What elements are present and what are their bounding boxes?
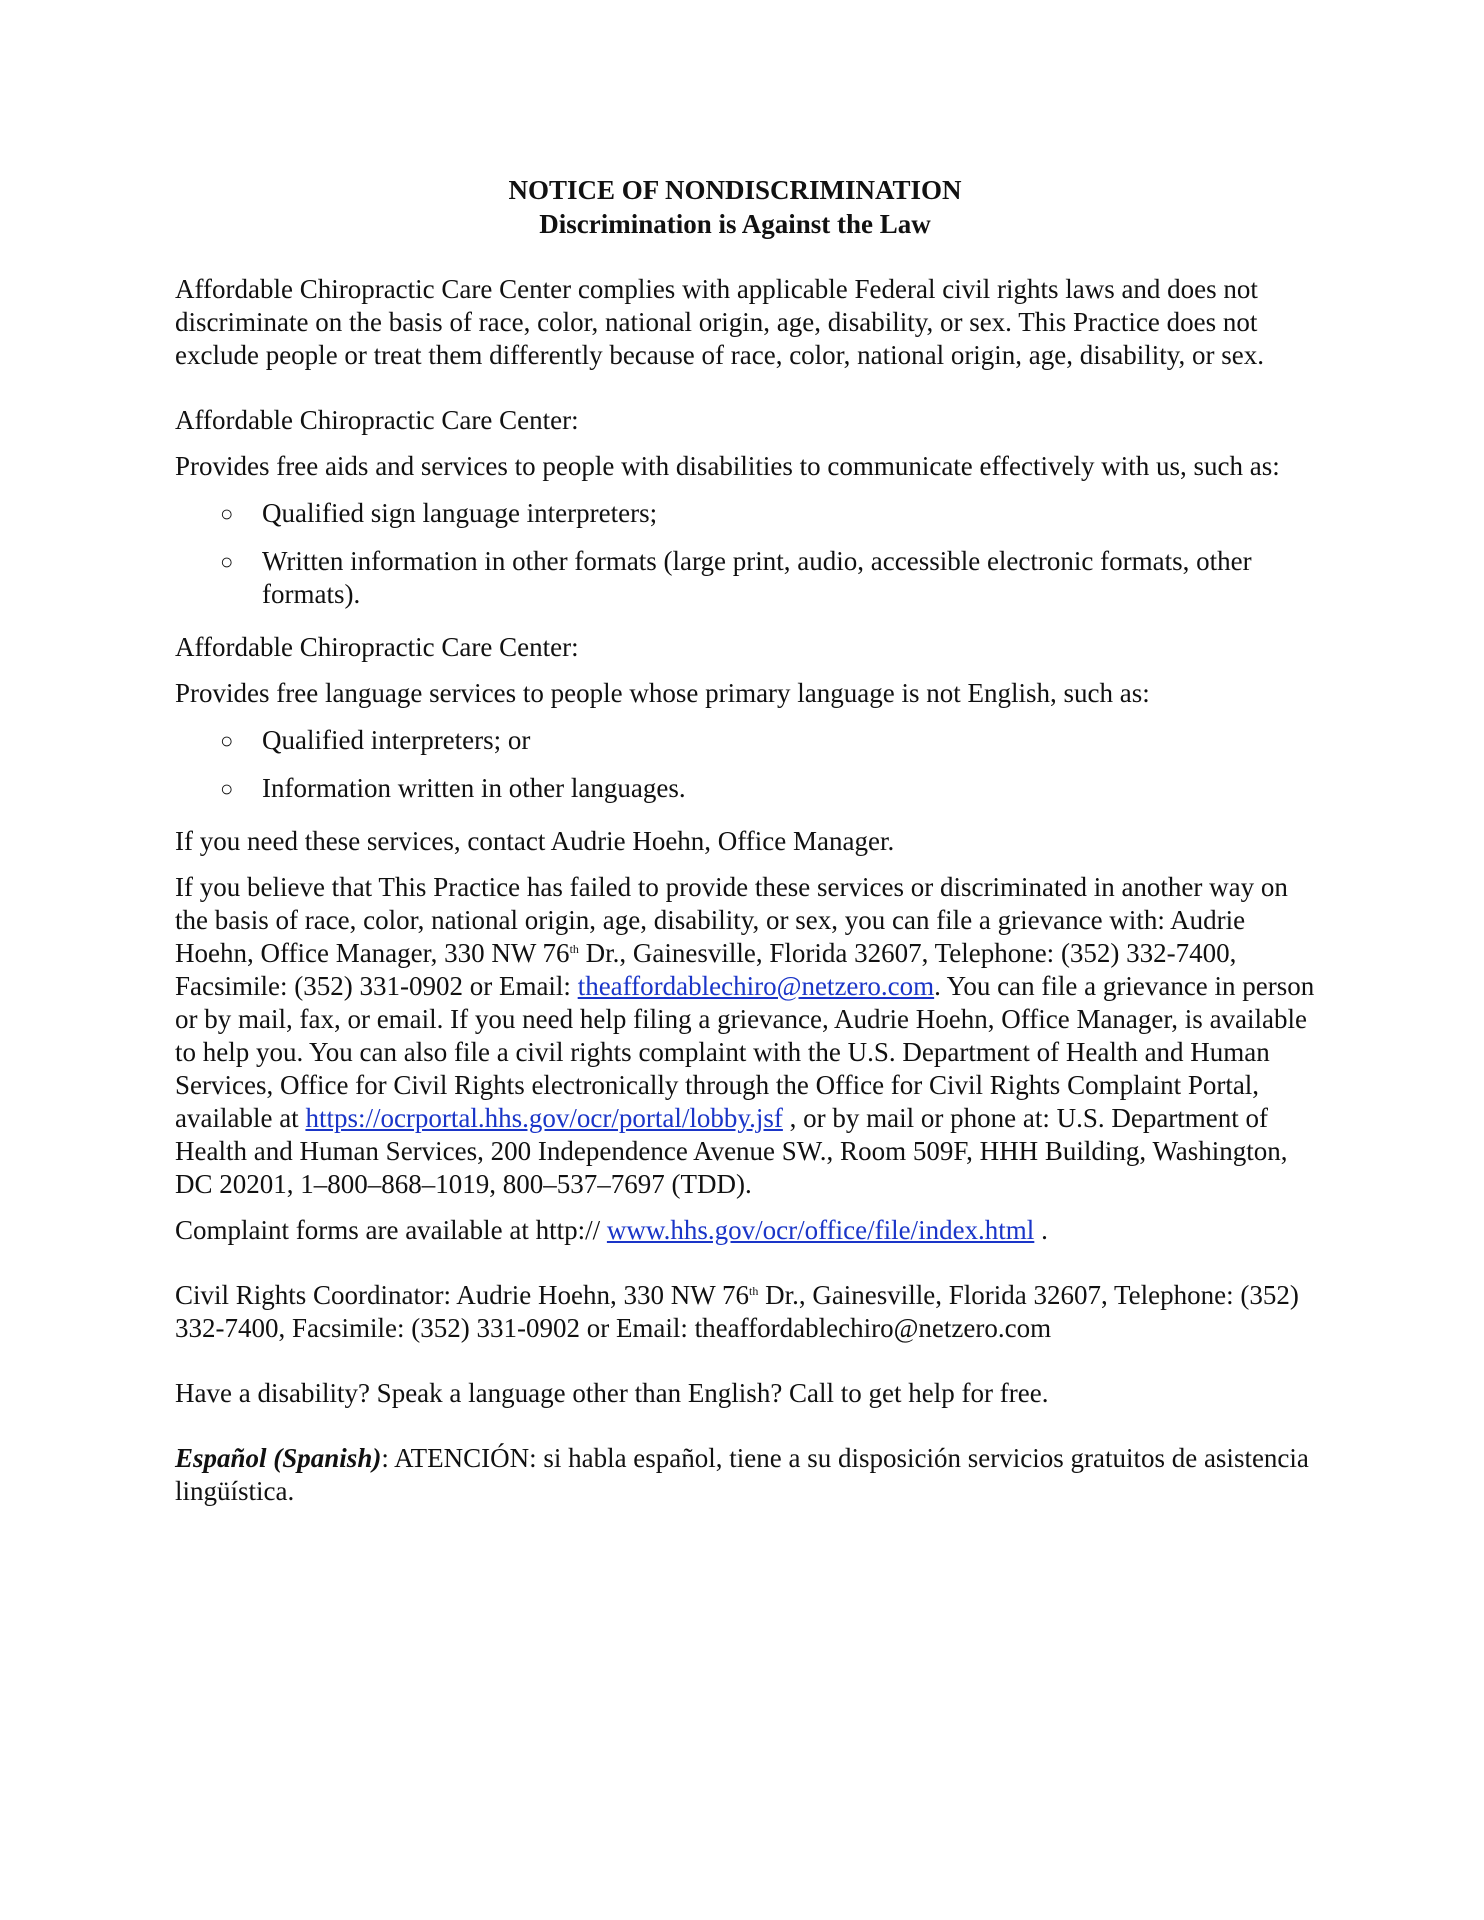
email-link[interactable]: theaffordablechiro@netzero.com (577, 971, 935, 1001)
disability-lead: Provides free aids and services to people with disabilities to communicate effectively with us, such as: (175, 451, 1280, 481)
list-item (175, 772, 1325, 805)
grievance-text-4: , or by mail or phone at: U.S. Department of Health and Human Services, 200 Independence Avenue SW., Room 509F, HHH Building, Washington, DC 20201, 1–800–868–1019, 800–537–7697 (TDD). (175, 1103, 1288, 1199)
circle-bullet-icon: ○ (220, 776, 234, 801)
list-item-text: Information written in other languages. (262, 773, 686, 803)
language-lead: Provides free language services to people whose primary language is not English, such as: (175, 678, 1150, 708)
list-item (175, 724, 1325, 757)
list-item-text: Qualified interpreters; or (262, 725, 531, 755)
complaint-forms-suffix: . (1034, 1215, 1048, 1245)
spanish-text: : ATENCIÓN: si habla español, tiene a su disposición servicios gratuitos de asistencia lingüística. (175, 1443, 1309, 1506)
spanish-label: Español (Spanish) (175, 1443, 382, 1473)
grievance-text-2: Dr., Gainesville, Florida 32607, Telephone: (352) 332-7400, Facsimile: (352) 331-0902 or Email: (175, 938, 1237, 1001)
language-services-list (175, 724, 1325, 805)
coordinator-paragraph (175, 1279, 1325, 1345)
ordinal-suffix: th (748, 1284, 759, 1298)
grievance-text-1: If you believe that This Practice has failed to provide these services or discriminated in another way on the basis of race, color, national origin, age, disability, or sex, you can file a grievance with: Audrie Hoehn, Office Manager, 330 NW 76 (175, 872, 1288, 968)
ordinal-suffix: th (569, 942, 579, 956)
coordinator-text-2: Dr., Gainesville, Florida 32607, Telephone: (352) 332-7400, Facsimile: (352) 331-0902 or Email: theaffordablechiro@netzero.com (175, 1280, 1299, 1343)
list-item-text: Written information in other formats (large print, audio, accessible electronic formats, other formats). (262, 546, 1252, 609)
circle-bullet-icon: ○ (220, 728, 234, 753)
list-item (175, 497, 1325, 530)
notice-subtitle: Discrimination is Against the Law (539, 209, 931, 239)
grievance-paragraph (175, 871, 1325, 1201)
document-page (175, 173, 1325, 1508)
list-item-text: Qualified sign language interpreters; (262, 498, 658, 528)
complaint-forms-prefix: Complaint forms are available at http:// (175, 1215, 607, 1245)
list-item (175, 545, 1325, 611)
notice-title: NOTICE OF NONDISCRIMINATION (508, 175, 962, 205)
grievance-text-3: . You can file a grievance in person or by mail, fax, or email. If you need help filing a grievance, Audrie Hoehn, Office Manager, is available to help you. You can also file a civil rights complaint with the U.S. Department of Health and Human Services, Office for Civil Rights electronically through the Office for Civil Rights Complaint Portal, available at (175, 971, 1315, 1133)
complaint-forms-link[interactable]: www.hhs.gov/ocr/office/file/index.html (606, 1215, 1035, 1245)
ocr-portal-link[interactable]: https://ocrportal.hhs.gov/ocr/portal/lobby.jsf (305, 1103, 783, 1133)
intro-paragraph: Affordable Chiropractic Care Center complies with applicable Federal civil rights laws and does not discriminate on the basis of race, color, national origin, age, disability, or sex. This Practice does not exclude people or treat them differently because of race, color, national origin, age, disability, or sex. (175, 274, 1265, 370)
spanish-paragraph (175, 1442, 1325, 1508)
page-title (175, 173, 1295, 241)
complaint-forms-paragraph (175, 1214, 1325, 1247)
contact-paragraph: If you need these services, contact Audrie Hoehn, Office Manager. (175, 826, 895, 856)
language-org-label: Affordable Chiropractic Care Center: (175, 632, 579, 662)
disability-org-label: Affordable Chiropractic Care Center: (175, 405, 579, 435)
coordinator-text-1: Civil Rights Coordinator: Audrie Hoehn, 330 NW 76 (175, 1280, 749, 1310)
circle-bullet-icon: ○ (220, 549, 234, 574)
circle-bullet-icon: ○ (220, 501, 234, 526)
help-paragraph: Have a disability? Speak a language other than English? Call to get help for free. (175, 1378, 1049, 1408)
disability-services-list (175, 497, 1325, 611)
